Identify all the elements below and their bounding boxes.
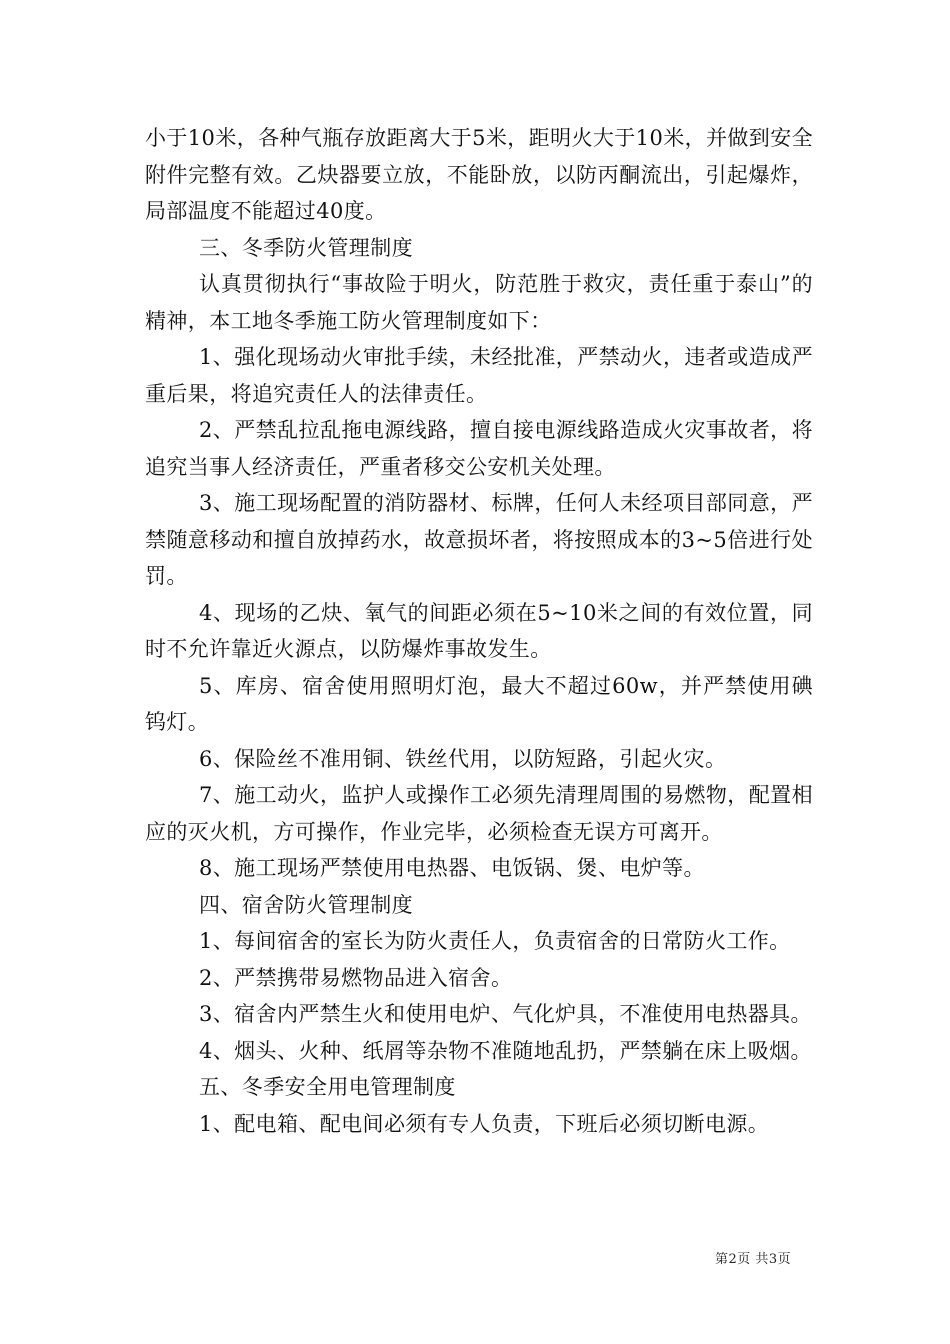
section-heading-5: 五、冬季安全用电管理制度 [199,1075,456,1099]
section-heading-4: 四、宿舍防火管理制度 [199,892,413,917]
rule-item-3: 3、施工现场配置的消防器材、标牌，任何人未经项目部同意，严禁随意移动和擅自放掉药水，故意损坏者，将按照成本的3~5倍进行处罚。 [145,491,813,588]
rule-item-2: 2、严禁乱拉乱拖电源线路，擅自接电源线路造成火灾事故者，将追究当事人经济责任，严重者移交公安机关处理。 [145,418,813,479]
rule-item-5: 5、库房、宿舍使用照明灯泡，最大不超过60w，并严禁使用碘钨灯。 [145,673,813,734]
rule-item-8: 8、施工现场严禁使用电热器、电饭锅、煲、电炉等。 [199,856,705,880]
dorm-rule-4: 4、烟头、火种、纸屑等杂物不准随地乱扔，严禁躺在床上吸烟。 [199,1038,812,1063]
paragraph-intro: 认真贯彻执行“事故险于明火，防范胜于救灾，责任重于泰山”的精神，本工地冬季施工防火管理制度如下： [145,272,813,333]
dorm-rule-3: 3、宿舍内严禁生火和使用电炉、气化炉具，不准使用电热器具。 [199,1002,812,1026]
document-body [145,120,813,1142]
page-number-footer: 第2页 共3页 [715,1252,792,1267]
rule-item-6: 6、保险丝不准用铜、铁丝代用，以防短路，引起火灾。 [199,746,727,771]
rule-item-7: 7、施工动火，监护人或操作工必须先清理周围的易燃物，配置相应的灭火机，方可操作，作业完毕，必须检查无误方可离开。 [145,783,813,844]
dorm-rule-1: 1、每间宿舍的室长为防火责任人，负责宿舍的日常防火工作。 [199,929,791,953]
dorm-rule-2: 2、严禁携带易燃物品进入宿舍。 [199,965,513,990]
rule-item-1: 1、强化现场动火审批手续，未经批准，严禁动火，违者或造成严重后果，将追究责任人的法律责任。 [145,345,813,406]
paragraph-continuation: 小于10米，各种气瓶存放距离大于5米，距明火大于10米，并做到安全附件完整有效。乙炔器要立放，不能卧放，以防丙酮流出，引起爆炸，局部温度不能超过40度。 [145,126,814,223]
section-heading-3: 三、冬季防火管理制度 [199,235,413,260]
electric-rule-1: 1、配电箱、配电间必须有专人负责，下班后必须切断电源。 [199,1111,770,1136]
rule-item-4: 4、现场的乙炔、氧气的间距必须在5~10米之间的有效位置，同时不允许靠近火源点，以防爆炸事故发生。 [145,600,813,661]
